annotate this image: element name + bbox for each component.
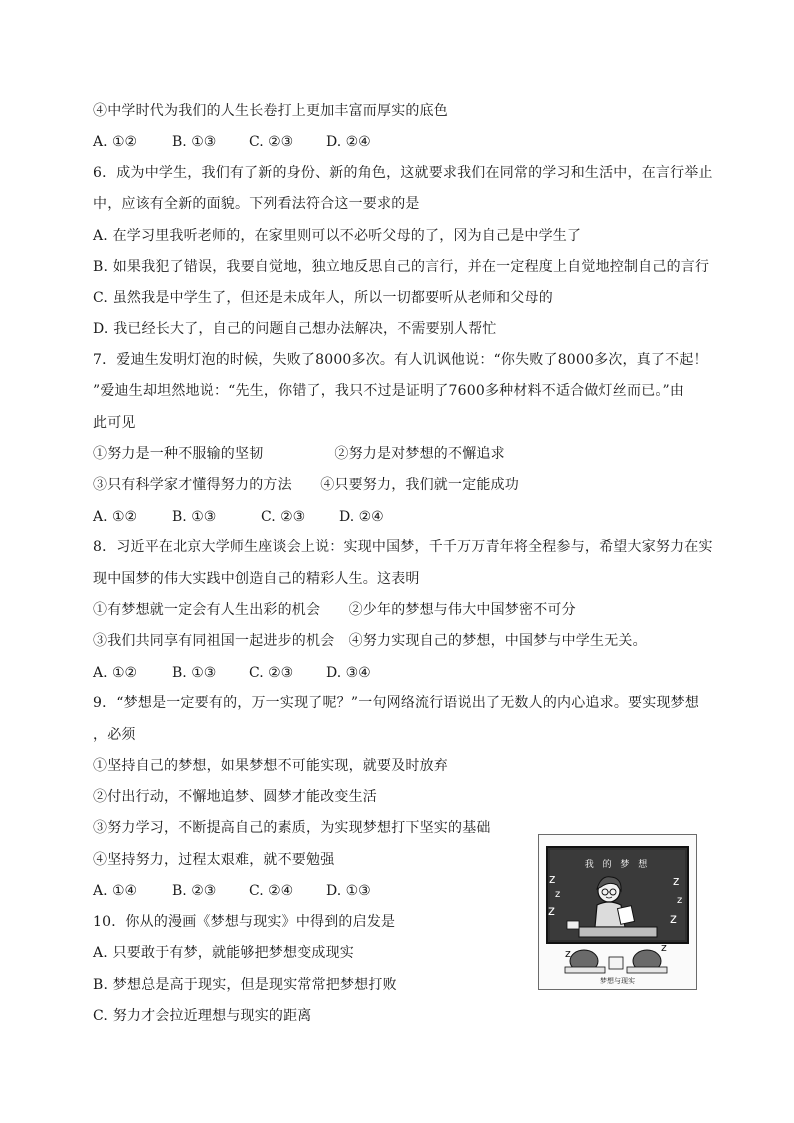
q5-option-b[interactable]: B. ①③ xyxy=(172,134,217,150)
q7-option-b[interactable]: B. ①③ xyxy=(172,509,217,525)
q8-stem-2: 现中国梦的伟大实践中创造自己的精彩人生。这表明 xyxy=(93,571,420,587)
q6-stem-2: 中，应该有全新的面貌。下列看法符合这一要求的是 xyxy=(93,196,420,212)
q6-option-a[interactable]: A. 在学习里我听老师的，在家里则可以不必听父母的了，冈为自己是中学生了 xyxy=(93,228,582,244)
svg-text:z: z xyxy=(549,872,556,886)
q6-option-d[interactable]: D. 我已经长大了，自己的问题自己想办法解决，不需要别人帮忙 xyxy=(93,321,497,337)
svg-text:z: z xyxy=(661,941,667,954)
q7-statements-12: ①努力是一种不服输的坚韧 ②努力是对梦想的不懈追求 xyxy=(93,446,505,462)
svg-text:z: z xyxy=(565,947,571,960)
q5-statement-4: ④中学时代为我们的人生长卷打上更加丰富而厚实的底色 xyxy=(93,103,448,119)
cartoon-caption: 梦想与现实 xyxy=(600,977,635,985)
q6-option-c[interactable]: C. 虽然我是中学生了，但还是未成年人，所以一切都要听从老师和父母的 xyxy=(93,290,553,306)
q9-option-d[interactable]: D. ①③ xyxy=(326,883,371,899)
q5-option-d[interactable]: D. ②④ xyxy=(326,134,371,150)
q9-statement-1: ①坚持自己的梦想，如果梦想不可能实现，就要及时放弃 xyxy=(93,758,448,774)
q8-option-b[interactable]: B. ①③ xyxy=(172,665,217,681)
q9-option-a[interactable]: A. ①④ xyxy=(93,883,138,899)
q8-statements-34: ③我们共同享有同祖国一起进步的机会 ④努力实现自己的梦想，中国梦与中学生无关。 xyxy=(93,633,647,649)
q9-statement-2: ②付出行动，不懈地追梦、圆梦才能改变生活 xyxy=(93,789,377,805)
q7-option-c[interactable]: C. ②③ xyxy=(261,509,306,525)
q6-stem-1: 6．成为中学生，我们有了新的身份、新的角色，这就要求我们在同常的学习和生活中，在言行举止 xyxy=(93,165,713,181)
q10-stem: 10．你从的漫画《梦想与现实》中得到的启发是 xyxy=(93,914,396,930)
q5-option-c[interactable]: C. ②③ xyxy=(249,134,294,150)
q6-option-b[interactable]: B. 如果我犯了错误，我要自觉地，独立地反思自己的言行，并在一定程度上自觉地控制自己的言行 xyxy=(93,259,710,275)
q9-stem-2: ，必须 xyxy=(93,727,136,743)
q7-stem-3: 此可见 xyxy=(93,415,136,431)
q9-option-b[interactable]: B. ②③ xyxy=(172,883,217,899)
svg-text:z: z xyxy=(673,874,680,888)
q8-option-a[interactable]: A. ①② xyxy=(93,665,138,681)
q8-option-c[interactable]: C. ②③ xyxy=(249,665,294,681)
q10-option-c[interactable]: C. 努力才会拉近理想与现实的距离 xyxy=(93,1008,312,1024)
q7-option-d[interactable]: D. ②④ xyxy=(339,509,384,525)
q7-option-a[interactable]: A. ①② xyxy=(93,509,138,525)
q8-option-d[interactable]: D. ③④ xyxy=(326,665,371,681)
q9-option-c[interactable]: C. ②④ xyxy=(249,883,294,899)
q8-stem-1: 8．习近平在北京大学师生座谈会上说：实现中国梦，千千万万青年将全程参与，希望大家努力在实 xyxy=(93,539,713,555)
q5-option-a[interactable]: A. ①② xyxy=(93,134,138,150)
q10-option-b[interactable]: B. 梦想总是高于现实，但是现实常常把梦想打败 xyxy=(93,977,397,993)
svg-text:z: z xyxy=(670,912,677,927)
svg-text:z: z xyxy=(677,895,683,906)
q9-statement-3: ③努力学习，不断提高自己的素质，为实现梦想打下坚实的基础 xyxy=(93,820,491,836)
q9-statement-4: ④坚持努力，过程太艰难，就不要勉强 xyxy=(93,852,335,868)
cartoon-dream-and-reality xyxy=(538,834,697,990)
q9-stem-1: 9．“梦想是一定要有的，万一实现了呢？”一句网络流行语说出了无数人的内心追求。要实现梦想 xyxy=(93,695,700,711)
q10-option-a[interactable]: A. 只要敢于有梦，就能够把梦想变成现实 xyxy=(93,945,355,961)
q7-statements-34: ③只有科学家才懂得努力的方法 ④只要努力，我们就一定能成功 xyxy=(93,477,519,493)
q8-statements-12: ①有梦想就一定会有人生出彩的机会 ②少年的梦想与伟大中国梦密不可分 xyxy=(93,602,576,618)
svg-text:z: z xyxy=(548,904,555,919)
board-title: 我 的 梦 想 xyxy=(584,860,651,870)
q7-stem-2: ”爱迪生却坦然地说：“先生，你错了，我只不过是证明了7600多种材料不适合做灯丝而已。”由 xyxy=(93,383,685,399)
svg-text:z: z xyxy=(555,889,561,900)
q7-stem-1: 7．爱迪生发明灯泡的时候，失败了8000多次。有人讥讽他说：“你失败了8000多次，真了不起！ xyxy=(93,352,708,368)
